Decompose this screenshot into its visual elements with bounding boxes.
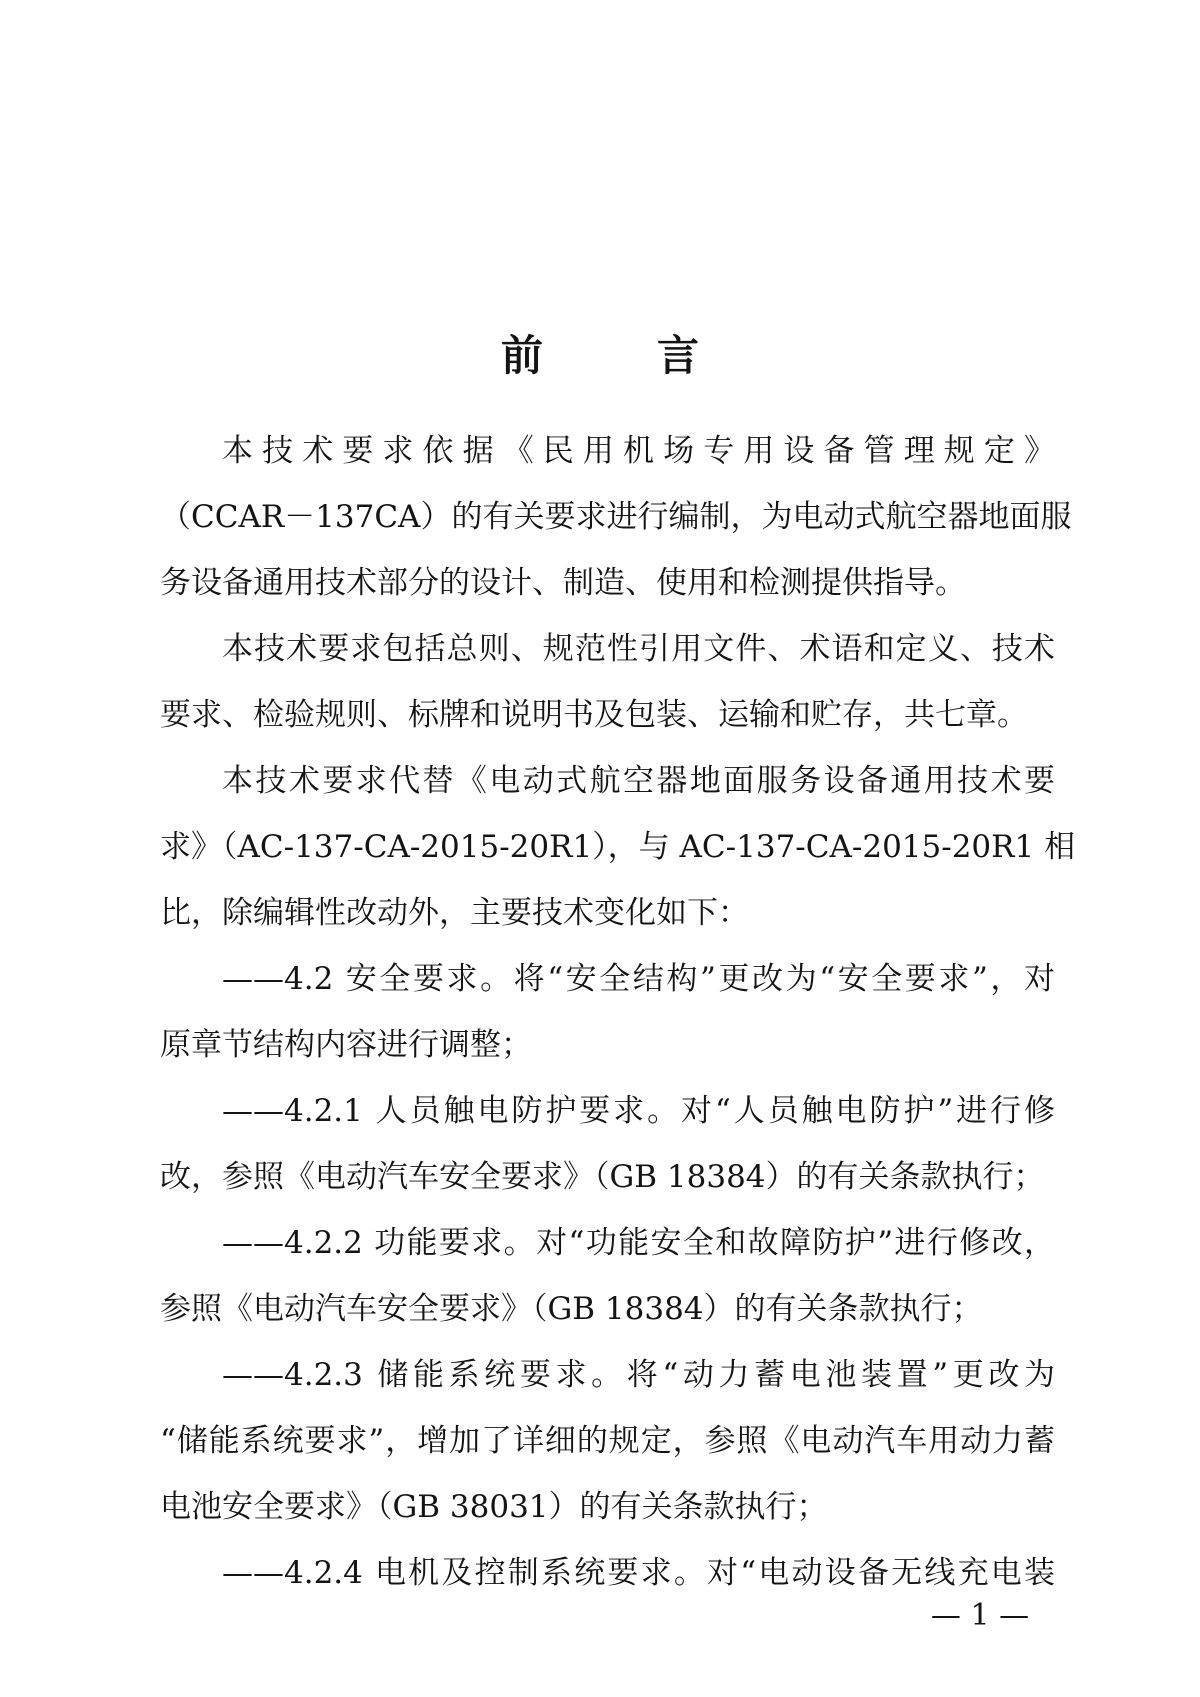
change-item-line: 参照《电动汽车安全要求》（GB 18384）的有关条款执行；	[160, 1291, 983, 1327]
change-item-line: ——4.2.1 人员触电防护要求。对“人员触电防护”进行修	[222, 1093, 1055, 1129]
paragraph-line: 本技术要求依据《民用机场专用设备管理规定》	[222, 433, 1055, 469]
page-number: — 1 —	[930, 1598, 1030, 1633]
change-item-line: 电池安全要求》（GB 38031）的有关条款执行；	[160, 1489, 828, 1525]
change-item-line: 原章节结构内容进行调整；	[160, 1027, 532, 1063]
change-item-line: ——4.2 安全要求。将“安全结构”更改为“安全要求”，对	[222, 961, 1055, 997]
change-item-line: ——4.2.2 功能要求。对“功能安全和故障防护”进行修改，	[222, 1225, 1055, 1261]
paragraph-line: 求》（AC-137-CA-2015-20R1），与 AC-137-CA-2015-20R1 相	[160, 829, 1076, 865]
paragraph-line: 比，除编辑性改动外，主要技术变化如下：	[160, 895, 749, 931]
change-item-line: 改，参照《电动汽车安全要求》（GB 18384）的有关条款执行；	[160, 1159, 1045, 1195]
change-item-line: ——4.2.4 电机及控制系统要求。对“电动设备无线充电装	[222, 1555, 1055, 1591]
paragraph-line: 务设备通用技术部分的设计、制造、使用和检测提供指导。	[160, 565, 966, 601]
paragraph-line: 要求、检验规则、标牌和说明书及包装、运输和贮存，共七章。	[160, 697, 1028, 733]
paragraph-line: 本技术要求包括总则、规范性引用文件、术语和定义、技术	[222, 631, 1055, 667]
change-item-line: ——4.2.3 储能系统要求。将“动力蓄电池装置”更改为	[222, 1357, 1055, 1393]
paragraph-line: 本技术要求代替《电动式航空器地面服务设备通用技术要	[222, 763, 1055, 799]
document-title: 前 言	[500, 331, 735, 380]
paragraph-line: （CCAR－137CA）的有关要求进行编制，为电动式航空器地面服	[160, 499, 1072, 535]
change-item-line: “储能系统要求”，增加了详细的规定，参照《电动汽车用动力蓄	[160, 1423, 1055, 1459]
